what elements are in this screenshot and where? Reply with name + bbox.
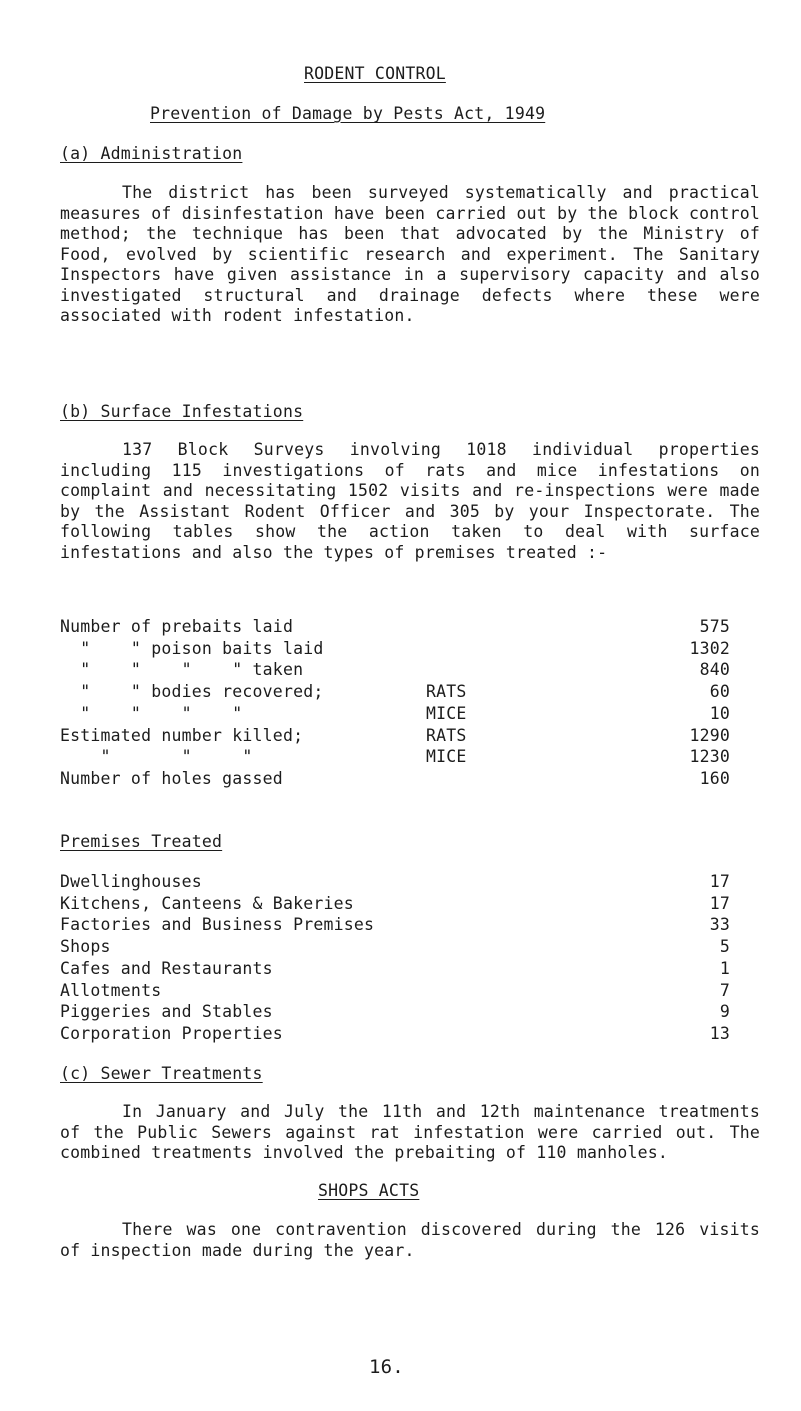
action-table-row (60, 660, 730, 682)
action-category: RATS (426, 682, 467, 702)
action-category: MICE (426, 747, 467, 767)
action-label: " " bodies recovered; (60, 682, 324, 702)
action-label: Number of prebaits laid (60, 617, 294, 636)
premises-count: 17 (709, 872, 730, 891)
page-number: 16. (369, 1356, 404, 1378)
premises-row (60, 894, 730, 916)
premises-label: Piggeries and Stables (60, 1002, 273, 1022)
premises-label: Cafes and Restaurants (60, 958, 273, 978)
premises-count: 17 (709, 893, 730, 913)
section-c-title (60, 1064, 263, 1083)
section-b-title-text: (b) Surface Infestations (60, 402, 304, 421)
action-label: " " " (60, 747, 253, 767)
action-label: Number of holes gassed (60, 768, 283, 788)
premises-label: Allotments (60, 980, 162, 1000)
section-a-title (60, 144, 242, 163)
premises-row (60, 981, 730, 1003)
action-label: " " " " (60, 703, 243, 723)
section-c-title-text: (c) Sewer Treatments (60, 1064, 263, 1083)
premises-row (60, 1002, 730, 1024)
action-table-row (60, 747, 730, 769)
premises-row (60, 937, 730, 959)
premises-count: 13 (709, 1023, 730, 1043)
premises-label: Shops (60, 937, 111, 957)
action-category: MICE (426, 703, 467, 723)
action-table-row (60, 769, 730, 791)
premises-row (60, 959, 730, 981)
premises-label: Kitchens, Canteens & Bakeries (60, 893, 354, 913)
action-table-row (60, 639, 730, 661)
act-subheading: Prevention of Damage by Pests Act, 1949 (150, 104, 546, 123)
action-table-row (60, 726, 730, 748)
section-a-paragraph: The district has been surveyed systematically and practical measures of disinfestation have been carried out by the block control method; the technique has been that advocated by the Ministry of Food, evolved by scientific research and experiment. The Sanitary Inspectors have given assistance in a supervisory capacity and also investigated structural and drainage defects where these were associated with rodent infestation. (60, 183, 760, 325)
action-value: 575 (699, 617, 730, 636)
action-value: 60 (709, 682, 730, 702)
action-label: " " poison baits laid (60, 638, 324, 658)
action-category: RATS (426, 725, 467, 745)
shops-acts-title: SHOPS ACTS (318, 1181, 420, 1200)
action-label: Estimated number killed; (60, 725, 304, 745)
section-a-title-text: (a) Administration (60, 144, 243, 163)
page-heading: RODENT CONTROL (304, 64, 446, 83)
premises-title: Premises Treated (60, 832, 223, 851)
action-table-row (60, 682, 730, 704)
premises-count: 7 (719, 980, 730, 1000)
action-value: 1290 (689, 725, 730, 745)
premises-count: 33 (709, 915, 730, 935)
premises-row (60, 872, 730, 894)
action-table-row (60, 617, 730, 639)
action-value: 160 (699, 768, 730, 788)
premises-row (60, 1024, 730, 1046)
premises-row (60, 915, 730, 937)
action-value: 1302 (689, 638, 730, 658)
action-label: " " " " taken (60, 660, 304, 680)
action-table-row (60, 704, 730, 726)
section-b-title (60, 402, 303, 421)
premises-label: Factories and Business Premises (60, 915, 375, 935)
action-value: 840 (699, 660, 730, 680)
premises-count: 9 (719, 1002, 730, 1022)
premises-count: 1 (719, 958, 730, 978)
shops-acts-paragraph: There was one contravention discovered during the 126 visits of inspection made during the year. (60, 1220, 760, 1260)
premises-label: Dwellinghouses (60, 872, 202, 891)
action-value: 1230 (689, 747, 730, 767)
section-b-paragraph: 137 Block Surveys involving 1018 individual properties including 115 investigations of rats and mice infestations on complaint and necessitating 1502 visits and re-inspections were made by the Assistant Rodent Officer and 305 by your Inspectorate. The following tables show the action taken to deal with surface infestations and also the types of premises treated :- (60, 440, 760, 562)
section-c-paragraph: In January and July the 11th and 12th maintenance treatments of the Public Sewers against rat infestation were carried out. The combined treatments involved the prebaiting of 110 manholes. (60, 1102, 760, 1162)
premises-count: 5 (719, 937, 730, 957)
premises-label: Corporation Properties (60, 1023, 283, 1043)
action-value: 10 (709, 703, 730, 723)
